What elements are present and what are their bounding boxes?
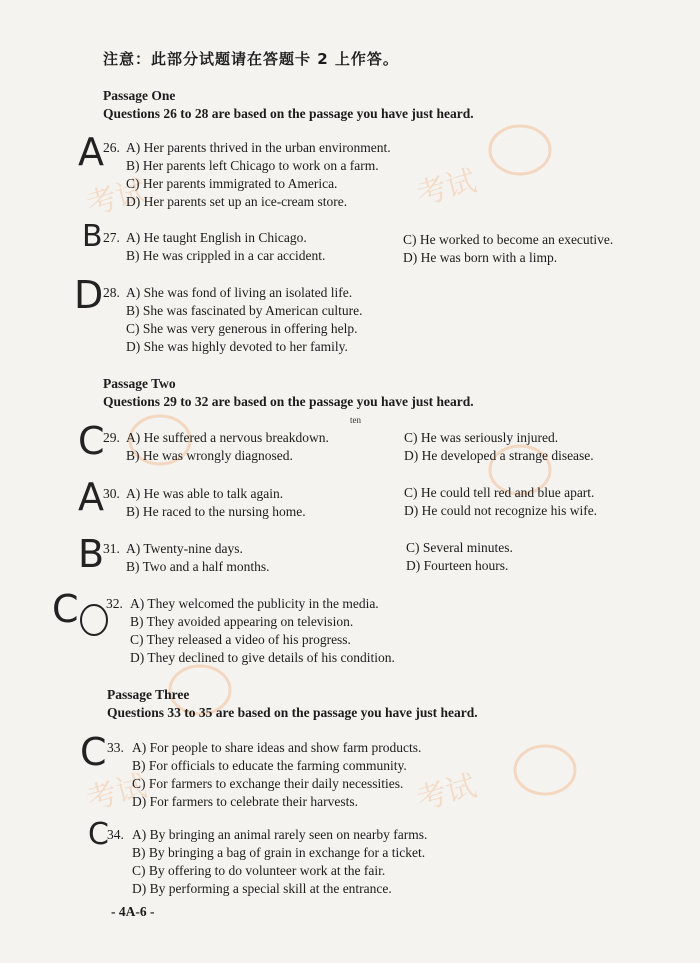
- passage-one-subtitle: Questions 26 to 28 are based on the passage you have just heard.: [103, 106, 474, 121]
- option-a: A) Her parents thrived in the urban environment.: [126, 140, 391, 155]
- handwritten-answer-mark: C: [52, 587, 79, 631]
- option-a: A) They welcomed the publicity in the media.: [130, 596, 379, 611]
- option-c: C) They released a video of his progress.: [130, 632, 351, 647]
- option-b: B) For officials to educate the farming community.: [132, 758, 407, 773]
- question-number: 31.: [103, 541, 120, 556]
- option-d: D) For farmers to celebrate their harvests.: [132, 794, 359, 809]
- handwritten-note: ten: [350, 415, 361, 425]
- option-b: B) By bringing a bag of grain in exchange for a ticket.: [132, 845, 426, 860]
- option-a: A) She was fond of living an isolated life.: [126, 285, 353, 300]
- handwritten-answer-mark: B: [82, 219, 103, 254]
- option-c: C) By offering to do volunteer work at the fair.: [132, 863, 386, 878]
- passage-three-subtitle: Questions 33 to 35 are based on the passage you have just heard.: [107, 705, 478, 720]
- option-d: D) She was highly devoted to her family.: [126, 339, 348, 354]
- question-number: 30.: [103, 486, 120, 501]
- option-d: D) He was born with a limp.: [403, 250, 558, 265]
- option-b: B) Two and a half months.: [126, 559, 270, 574]
- option-c: C) He was seriously injured.: [404, 430, 559, 445]
- option-c: C) For farmers to exchange their daily necessities.: [132, 776, 404, 791]
- option-b: B) He raced to the nursing home.: [126, 504, 306, 519]
- passage-one-title: Passage One: [103, 88, 176, 103]
- option-d: D) Fourteen hours.: [406, 558, 509, 573]
- option-c: C) He could tell red and blue apart.: [404, 485, 595, 500]
- svg-text:考试: 考试: [413, 163, 481, 213]
- handwritten-answer-mark: C: [80, 730, 107, 774]
- question-number: 32.: [106, 596, 123, 611]
- option-d: D) He could not recognize his wife.: [404, 503, 598, 518]
- question-number: 29.: [103, 430, 120, 445]
- option-a: A) He was able to talk again.: [126, 486, 284, 501]
- option-c: C) She was very generous in offering help.: [126, 321, 358, 336]
- option-a: A) He taught English in Chicago.: [126, 230, 307, 245]
- option-b: B) They avoided appearing on television.: [130, 614, 354, 629]
- passage-three-title: Passage Three: [107, 687, 190, 702]
- option-d: D) Her parents set up an ice-cream store.: [126, 194, 348, 209]
- option-d: D) By performing a special skill at the entrance.: [132, 881, 392, 896]
- option-c: C) Several minutes.: [406, 540, 513, 555]
- handwritten-answer-mark: D: [74, 273, 104, 317]
- page-number: - 4A-6 -: [111, 904, 155, 919]
- question-number: 27.: [103, 230, 120, 245]
- question-number: 33.: [107, 740, 124, 755]
- passage-two-subtitle: Questions 29 to 32 are based on the passage you have just heard.: [103, 394, 474, 409]
- passage-two-title: Passage Two: [103, 376, 176, 391]
- option-c: C) Her parents immigrated to America.: [126, 176, 338, 191]
- question-number: 34.: [107, 827, 124, 842]
- answer-sheet-notice: 注意：此部分试题请在答题卡 2 上作答。: [103, 50, 399, 68]
- question-number: 26.: [103, 140, 120, 155]
- handwritten-answer-mark: A: [78, 130, 104, 174]
- handwritten-answer-mark: C: [78, 419, 105, 463]
- option-b: B) Her parents left Chicago to work on a farm.: [126, 158, 379, 173]
- handwritten-answer-mark: B: [78, 532, 105, 576]
- option-a: A) Twenty-nine days.: [126, 541, 243, 556]
- svg-text:考试: 考试: [413, 768, 481, 818]
- question-number: 28.: [103, 285, 120, 300]
- svg-text:考试: 考试: [83, 173, 151, 223]
- option-a: A) He suffered a nervous breakdown.: [126, 430, 329, 445]
- handwritten-answer-mark: A: [78, 475, 104, 519]
- option-c: C) He worked to become an executive.: [403, 232, 614, 247]
- option-b: B) He was crippled in a car accident.: [126, 248, 326, 263]
- handwritten-answer-mark: C: [88, 817, 109, 852]
- svg-text:考试: 考试: [83, 768, 151, 818]
- option-b: B) She was fascinated by American culture.: [126, 303, 363, 318]
- option-d: D) They declined to give details of his condition.: [130, 650, 395, 665]
- option-a: A) For people to share ideas and show farm products.: [132, 740, 422, 755]
- option-a: A) By bringing an animal rarely seen on nearby farms.: [132, 827, 428, 842]
- option-b: B) He was wrongly diagnosed.: [126, 448, 293, 463]
- option-d: D) He developed a strange disease.: [404, 448, 594, 463]
